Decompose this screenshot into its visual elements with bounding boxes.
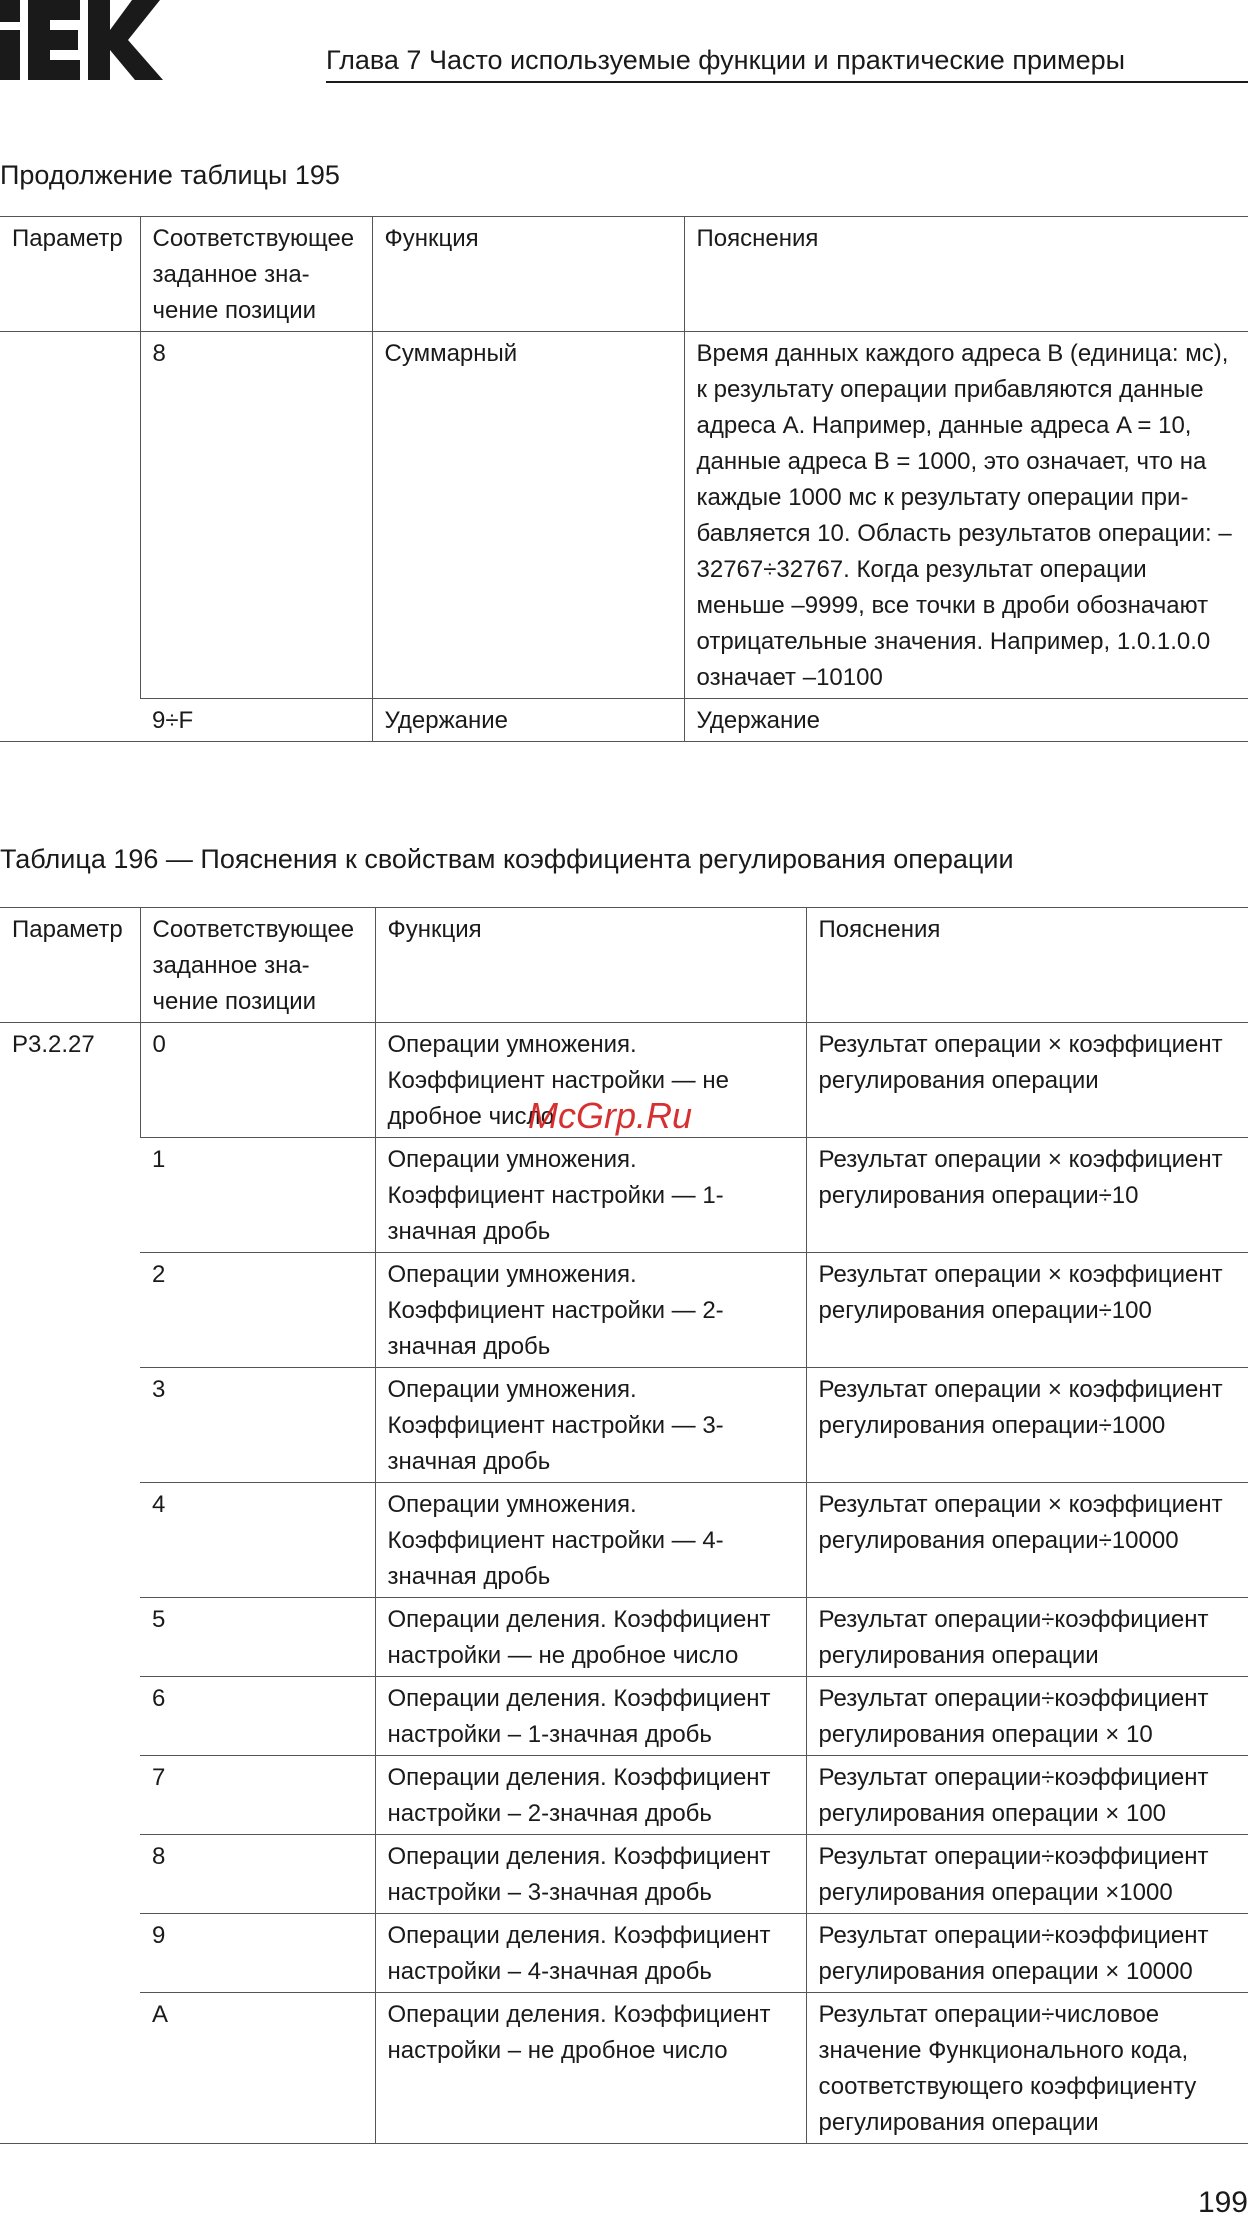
function-cell: Операции деления. Коэффициент настройки – 4-значная дробь — [375, 1914, 806, 1993]
value-cell: 2 — [140, 1253, 375, 1368]
value-cell: 3 — [140, 1368, 375, 1483]
function-cell: Операции деления. Коэффициент настройки – 3-значная дробь — [375, 1835, 806, 1914]
function-cell: Операции умножения. Коэффициент настройки — 1-значная дробь — [375, 1138, 806, 1253]
function-cell: Суммарный — [372, 332, 684, 699]
function-cell: Операции умножения. Коэффициент настройки — 2-значная дробь — [375, 1253, 806, 1368]
value-cell: 9÷F — [140, 699, 372, 742]
table-196 — [0, 907, 1248, 2144]
value-cell: 5 — [140, 1598, 375, 1677]
value-cell: 0 — [140, 1023, 375, 1138]
table-row — [0, 699, 1248, 742]
table-row — [0, 1677, 1248, 1756]
function-cell: Операции умножения. Коэффициент настройки — не дробное число — [375, 1023, 806, 1138]
function-cell: Удержание — [372, 699, 684, 742]
table-header-row — [0, 908, 1248, 1023]
table-row — [0, 1483, 1248, 1598]
header-cell: Функция — [375, 908, 806, 1023]
header-cell: Соответствующее заданное зна-чение позиции — [140, 217, 372, 332]
header-cell: Соответствующее заданное зна-чение позиции — [140, 908, 375, 1023]
table-row — [0, 1138, 1248, 1253]
table-195 — [0, 216, 1248, 742]
header-cell: Пояснения — [806, 908, 1248, 1023]
value-cell: 8 — [140, 332, 372, 699]
value-cell: 1 — [140, 1138, 375, 1253]
table-196-caption: Таблица 196 — Пояснения к свойствам коэффициента регулирования операции — [0, 844, 1014, 874]
table-row — [0, 1253, 1248, 1368]
description-cell: Результат операции × коэффициент регулирования операции÷1000 — [806, 1368, 1248, 1483]
value-cell: 6 — [140, 1677, 375, 1756]
description-cell: Результат операции × коэффициент регулирования операции÷10 — [806, 1138, 1248, 1253]
value-cell: 9 — [140, 1914, 375, 1993]
description-cell: Время данных каждого адреса B (единица: мс), к результату операции прибавляются данные адреса A. Например, данные адреса A = 10, данные адреса B = 1000, это означает, что на каждые 1000 мс к результату операции при-бавляется 10. Область результатов операции: –32767÷32767. Когда результат операции меньше –9999, все точки в дроби обозначают отрицательные значения. Например, 1.0.1.0.0 означает –10100 — [684, 332, 1248, 699]
description-cell: Результат операции÷коэффициент регулирования операции × 10000 — [806, 1914, 1248, 1993]
param-cell: P3.2.27 — [0, 1023, 140, 2144]
value-cell: 8 — [140, 1835, 375, 1914]
function-cell: Операции деления. Коэффициент настройки – 1-значная дробь — [375, 1677, 806, 1756]
table-row — [0, 1835, 1248, 1914]
value-cell: A — [140, 1993, 375, 2144]
table-row — [0, 332, 1248, 699]
header-cell: Функция — [372, 217, 684, 332]
table-195-caption: Продолжение таблицы 195 — [0, 160, 340, 190]
description-cell: Результат операции÷коэффициент регулирования операции × 100 — [806, 1756, 1248, 1835]
header-cell: Пояснения — [684, 217, 1248, 332]
function-cell: Операции деления. Коэффициент настройки — не дробное число — [375, 1598, 806, 1677]
table-row — [0, 1914, 1248, 1993]
page-number: 199 — [1197, 2186, 1248, 2219]
description-cell: Результат операции × коэффициент регулирования операции÷100 — [806, 1253, 1248, 1368]
value-cell: 4 — [140, 1483, 375, 1598]
table-row — [0, 1993, 1248, 2144]
description-cell: Результат операции÷числовое значение Функционального кода, соответствующего коэффициенту регулирования операции — [806, 1993, 1248, 2144]
table-row — [0, 1598, 1248, 1677]
description-cell: Результат операции÷коэффициент регулирования операции ×1000 — [806, 1835, 1248, 1914]
chapter-title: Глава 7 Часто используемые функции и практические примеры — [326, 45, 1126, 75]
function-cell: Операции умножения. Коэффициент настройки — 4-значная дробь — [375, 1483, 806, 1598]
table-row — [0, 1368, 1248, 1483]
function-cell: Операции деления. Коэффициент настройки – 2-значная дробь — [375, 1756, 806, 1835]
value-cell: 7 — [140, 1756, 375, 1835]
table-row — [0, 1756, 1248, 1835]
function-cell: Операции деления. Коэффициент настройки – не дробное число — [375, 1993, 806, 2144]
description-cell: Удержание — [684, 699, 1248, 742]
description-cell: Результат операции × коэффициент регулирования операции — [806, 1023, 1248, 1138]
function-cell: Операции умножения. Коэффициент настройки — 3-значная дробь — [375, 1368, 806, 1483]
table-header-row — [0, 217, 1248, 332]
iek-logo — [0, 0, 165, 80]
header-divider — [326, 81, 1248, 83]
description-cell: Результат операции÷коэффициент регулирования операции — [806, 1598, 1248, 1677]
watermark: McGrp.Ru — [528, 1095, 693, 1136]
description-cell: Результат операции÷коэффициент регулирования операции × 10 — [806, 1677, 1248, 1756]
header-cell: Параметр — [0, 908, 140, 1023]
header-cell: Параметр — [0, 217, 140, 332]
description-cell: Результат операции × коэффициент регулирования операции÷10000 — [806, 1483, 1248, 1598]
param-cell — [0, 332, 140, 742]
